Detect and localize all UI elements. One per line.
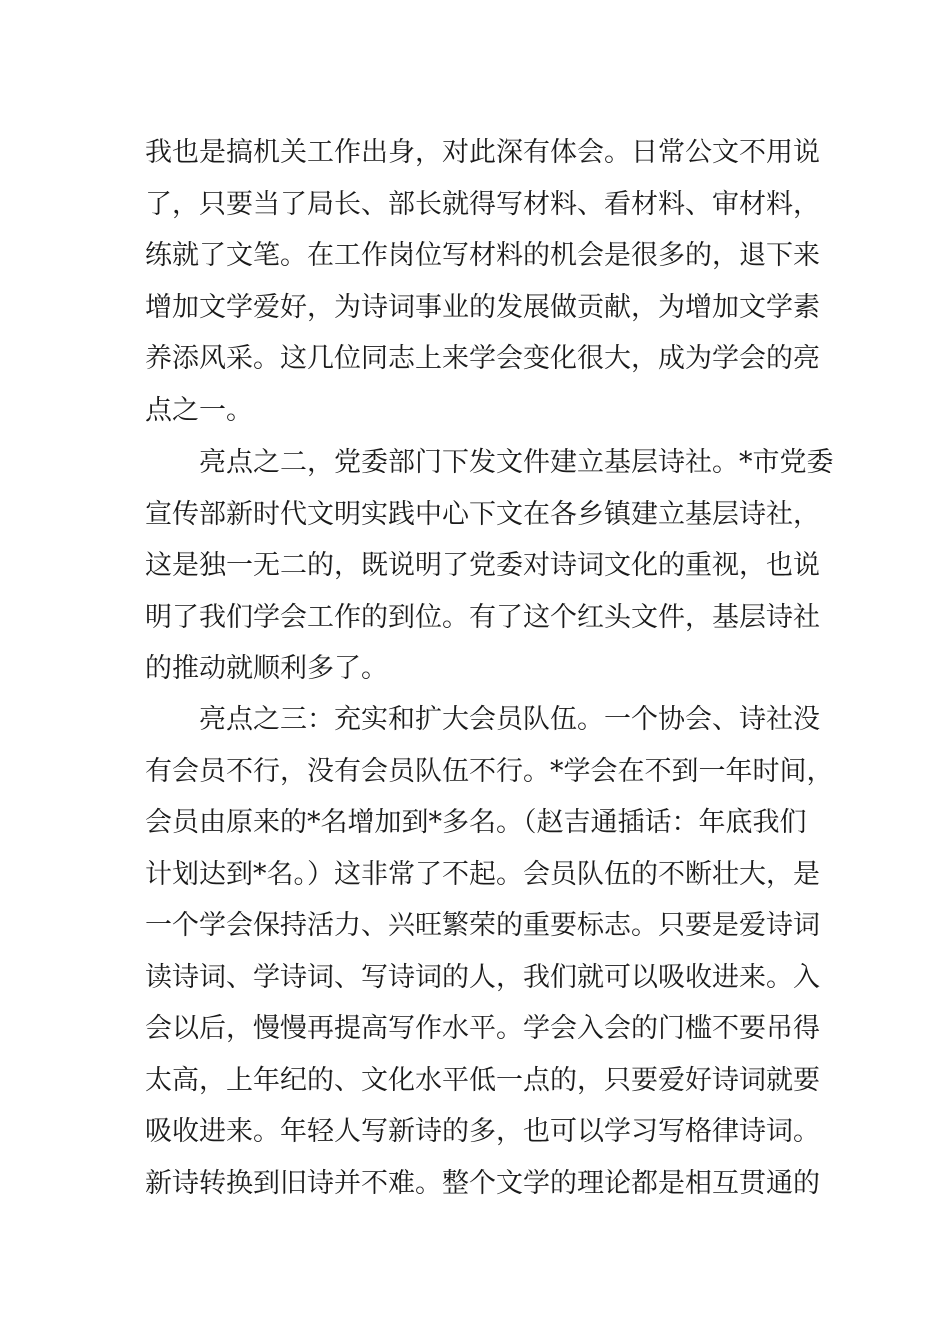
text-line: 新诗转换到旧诗并不难。整个文学的理论都是相互贯通的 xyxy=(145,1167,820,1199)
paragraph-3 xyxy=(145,694,834,1261)
text-line: 读诗词、学诗词、写诗词的人，我们就可以吸收进来。入 xyxy=(145,961,820,993)
text-line: 练就了文笔。在工作岗位写材料的机会是很多的，退下来 xyxy=(145,240,820,271)
text-line: 一个学会保持活力、兴旺繁荣的重要标志。只要是爱诗词 xyxy=(145,910,820,941)
text-line: 亮点之三：充实和扩大会员队伍。一个协会、诗社没 xyxy=(199,704,820,735)
text-line: 的推动就顺利多了。 xyxy=(145,653,388,684)
text-line: 我也是搞机关工作出身，对此深有体会。日常公文不用说 xyxy=(145,137,820,168)
text-line: 太高，上年纪的、文化水平低一点的，只要爱好诗词就要 xyxy=(145,1064,820,1096)
text-line: 这是独一无二的，既说明了党委对诗词文化的重视，也说 xyxy=(145,550,820,581)
text-line: 吸收进来。年轻人写新诗的多，也可以学习写格律诗词。 xyxy=(145,1116,820,1147)
text-line: 养添风采。这几位同志上来学会变化很大，成为学会的亮 xyxy=(145,343,820,374)
paragraph-2 xyxy=(145,437,834,695)
text-line: 宣传部新时代文明实践中心下文在各乡镇建立基层诗社， xyxy=(145,498,820,530)
text-line: 亮点之二，党委部门下发文件建立基层诗社。*市党委 xyxy=(199,447,834,478)
text-line: 明了我们学会工作的到位。有了这个红头文件，基层诗社 xyxy=(145,601,820,633)
text-line: 有会员不行，没有会员队伍不行。*学会在不到一年时间， xyxy=(145,755,834,787)
text-line: 会员由原来的*名增加到*多名。（赵吉通插话：年底我们 xyxy=(145,807,807,838)
text-line: 点之一。 xyxy=(145,394,253,426)
text-line: 了，只要当了局长、部长就得写材料、看材料、审材料， xyxy=(145,188,820,220)
text-line: 会以后，慢慢再提高写作水平。学会入会的门槛不要吊得 xyxy=(145,1013,820,1044)
text-line: 增加文学爱好，为诗词事业的发展做贡献，为增加文学素 xyxy=(145,291,820,323)
text-line: 计划达到*名。）这非常了不起。会员队伍的不断壮大，是 xyxy=(145,858,820,890)
text-line xyxy=(145,1209,805,1261)
paragraph-1 xyxy=(145,127,820,436)
